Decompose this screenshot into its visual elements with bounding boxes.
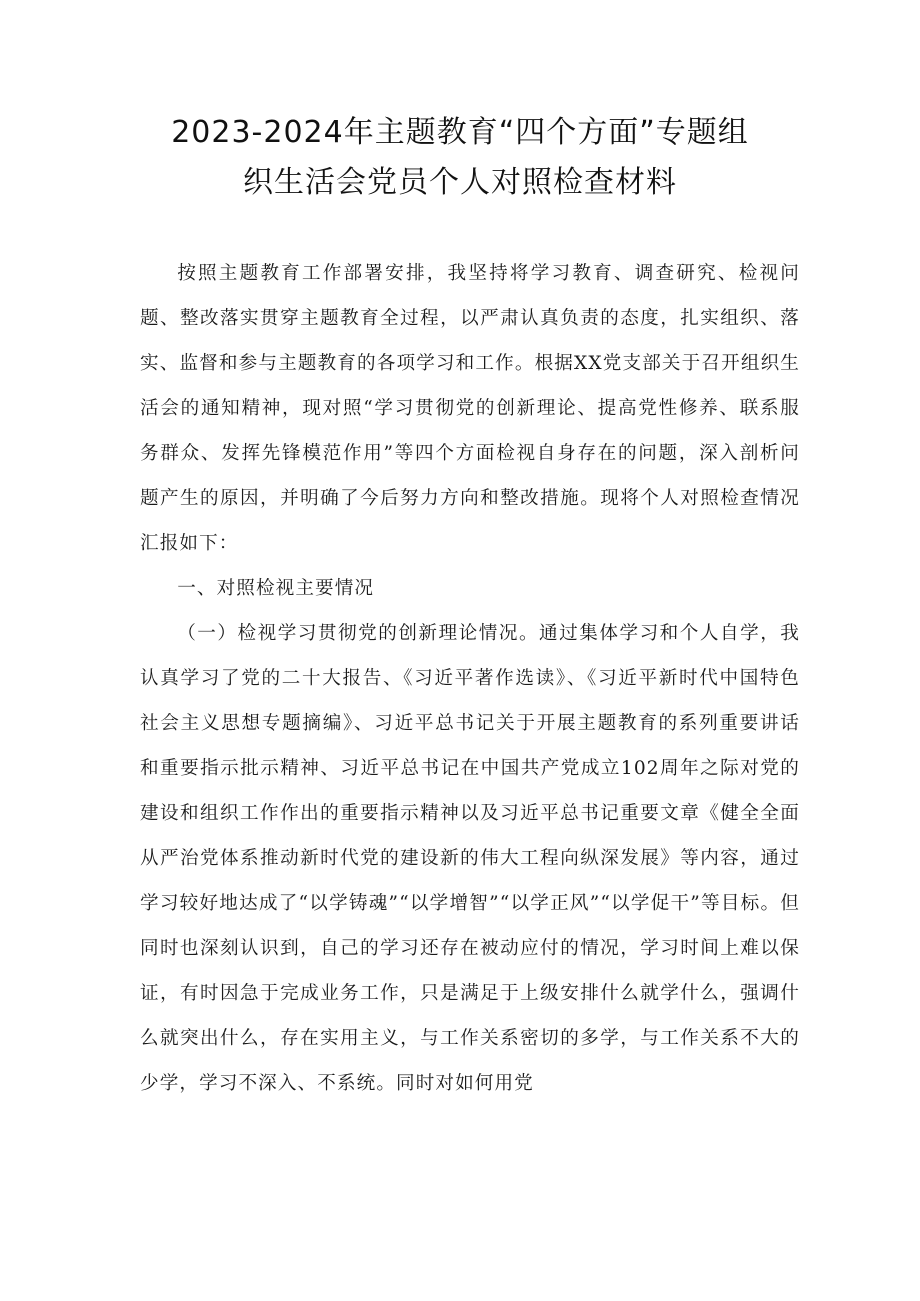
document-body [140,251,800,1106]
section-heading: 一、对照检视主要情况 [177,578,375,599]
title-line-2: 织生活会党员个人对照检查材料 [243,165,677,200]
title-line-1: 2023-2024年主题教育“四个方面”专题组 [171,115,749,150]
intro-paragraph: 按照主题教育工作部署安排，我坚持将学习教育、调查研究、检视问题、整改落实贯穿主题教育全过程，以严肃认真负责的态度，扎实组织、落实、监督和参与主题教育的各项学习和工作。根据XX党支部关于召开组织生活会的通知精神，现对照“学习贯彻党的创新理论、提高党性修养、联系服务群众、发挥先锋模范作用”等四个方面检视自身存在的问题，深入剖析问题产生的原因，并明确了今后努力方向和整改措施。现将个人对照检查情况汇报如下： [140,263,800,554]
document-title [120,108,800,208]
subsection-paragraph: （一）检视学习贯彻党的创新理论情况。通过集体学习和个人自学，我认真学习了党的二十大报告、《习近平著作选读》、《习近平新时代中国特色社会主义思想专题摘编》、习近平总书记关于开展主题教育的系列重要讲话和重要指示批示精神、习近平总书记在中国共产党成立102周年之际对党的建设和组织工作作出的重要指示精神以及习近平总书记重要文章《健全全面从严治党体系推动新时代党的建设新的伟大工程向纵深发展》等内容，通过学习较好地达成了“以学铸魂”“以学增智”“以学正风”“以学促干”等目标。但同时也深刻认识到，自己的学习还存在被动应付的情况，学习时间上难以保证，有时因急于完成业务工作，只是满足于上级安排什么就学什么，强调什么就突出什么，存在实用主义，与工作关系密切的多学，与工作关系不大的少学，学习不深入、不系统。同时对如何用党 [140,623,800,1094]
